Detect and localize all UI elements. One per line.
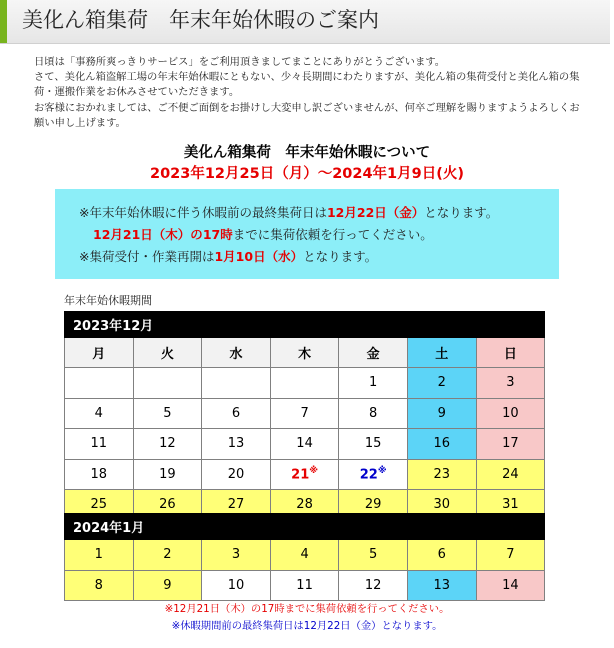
day-number: 21 [291,467,310,483]
note-mark: ※ [309,466,318,477]
notice-box [55,189,559,279]
day-cell: 11 [65,429,134,460]
day-cell-sunday: 10 [476,398,545,429]
weekday-sun: 日 [476,338,545,368]
day-cell: 5 [133,398,202,429]
day-cell: 12 [339,570,408,601]
deadline-date: 12月21日（木） [93,227,191,242]
notice-title: 美化ん箱集荷 年末年始休暇について [183,145,431,161]
weekday-mon: 月 [65,338,134,368]
page-title: 美化ん箱集荷 年末年始休暇のご案内 [22,8,379,32]
day-cell-holiday: 8 [65,570,134,601]
day-cell-holiday: 7 [476,540,545,571]
day-number: 22 [359,467,378,483]
calendar-week-row [65,459,545,490]
day-cell: 10 [202,570,271,601]
intro-text [34,55,584,131]
day-cell-holiday: 2 [133,540,202,571]
notice-text: の [190,227,203,242]
day-cell-empty [133,368,202,399]
day-cell-holiday: 30 [407,490,476,521]
day-cell-holiday: 31 [476,490,545,521]
day-cell-sunday: 14 [476,570,545,601]
day-cell-holiday: 1 [65,540,134,571]
day-cell-holiday: 27 [202,490,271,521]
last-pickup-date: 12月22日（金） [326,205,425,220]
day-cell: 1 [339,368,408,399]
title-accent-bar [0,0,7,43]
day-cell: 13 [202,429,271,460]
calendar-week-row [65,540,545,571]
day-cell-empty [65,368,134,399]
day-cell-holiday: 3 [202,540,271,571]
calendar-week-row [65,429,545,460]
day-cell: 6 [202,398,271,429]
notice-box-line-1 [79,204,498,221]
day-cell-holiday: 5 [339,540,408,571]
day-cell: 11 [270,570,339,601]
day-cell: 7 [270,398,339,429]
day-cell-holiday: 23 [407,459,476,490]
calendar-week-row [65,570,545,601]
footnote-deadline: ※12月21日（木）の17時までに集荷依頼を行ってください。 [164,603,450,615]
footnote-last-pickup: ※休暇期間前の最終集荷日は12月22日（金）となります。 [171,620,443,632]
day-cell: 8 [339,398,408,429]
notice-text: ※年末年始休暇に伴う休暇前の最終集荷日は [79,205,327,220]
day-cell: 18 [65,459,134,490]
day-cell-sunday: 3 [476,368,545,399]
resume-date: 1月10日（水） [214,249,304,264]
weekday-tue: 火 [133,338,202,368]
intro-paragraph: お客様におかれましては、ご不便ご面倒をお掛けし大変申し訳ございませんが、何卒ご理解を賜りますようよろしくお願い申し上げます。 [34,101,580,129]
month-header: 2024年1月 [65,514,545,540]
day-cell: 4 [65,398,134,429]
day-cell-saturday: 2 [407,368,476,399]
calendar-week-row [65,368,545,399]
day-cell-holiday: 29 [339,490,408,521]
day-cell-empty [202,368,271,399]
notice-text: となります。 [424,205,499,220]
day-cell-holiday: 24 [476,459,545,490]
holiday-period-label: 年末年始休暇期間 [64,294,152,307]
notice-text: ※集荷受付・作業再開は [79,249,215,264]
calendar-december [64,311,545,521]
day-cell-holiday: 28 [270,490,339,521]
day-cell: 19 [133,459,202,490]
day-cell-deadline [270,459,339,490]
note-mark: ※ [377,466,387,477]
notice-text: までに集荷依頼を行ってください。 [232,227,433,242]
weekday-sat: 土 [407,338,476,368]
notice-dates: 2023年12月25日（月）～2024年1月9日(火) [149,166,464,182]
notice-box-line-2 [93,226,433,243]
day-cell-holiday: 6 [407,540,476,571]
day-cell-holiday: 9 [133,570,202,601]
title-bar [0,0,610,44]
weekday-header-row [65,338,545,368]
day-cell-saturday: 9 [407,398,476,429]
deadline-time: 17時 [202,227,233,242]
day-cell: 14 [270,429,339,460]
day-cell-last-pickup [339,459,408,490]
day-cell-holiday: 4 [270,540,339,571]
notice-box-line-3 [79,248,377,265]
weekday-fri: 金 [339,338,408,368]
day-cell-saturday: 16 [407,429,476,460]
month-header: 2023年12月 [65,312,545,338]
calendar-week-row [65,398,545,429]
notice-text: となります。 [303,249,378,264]
day-cell: 20 [202,459,271,490]
day-cell-holiday: 25 [65,490,134,521]
day-cell: 15 [339,429,408,460]
day-cell: 12 [133,429,202,460]
intro-paragraph: 日頃は「事務所爽っきりサービス」をご利用頂きましてまことにありがとうございます。 [34,56,446,68]
day-cell-holiday: 26 [133,490,202,521]
calendar-january [64,513,545,601]
intro-paragraph: さて、美化ん箱盗解工場の年末年始休暇にともない、少々長期間にわたりますが、美化ん箱の集荷受付と美化ん箱の集荷・運搬作業をお休みさせていただきます。 [34,71,580,99]
weekday-thu: 木 [270,338,339,368]
day-cell-saturday: 13 [407,570,476,601]
day-cell-sunday: 17 [476,429,545,460]
day-cell-empty [270,368,339,399]
weekday-wed: 水 [202,338,271,368]
